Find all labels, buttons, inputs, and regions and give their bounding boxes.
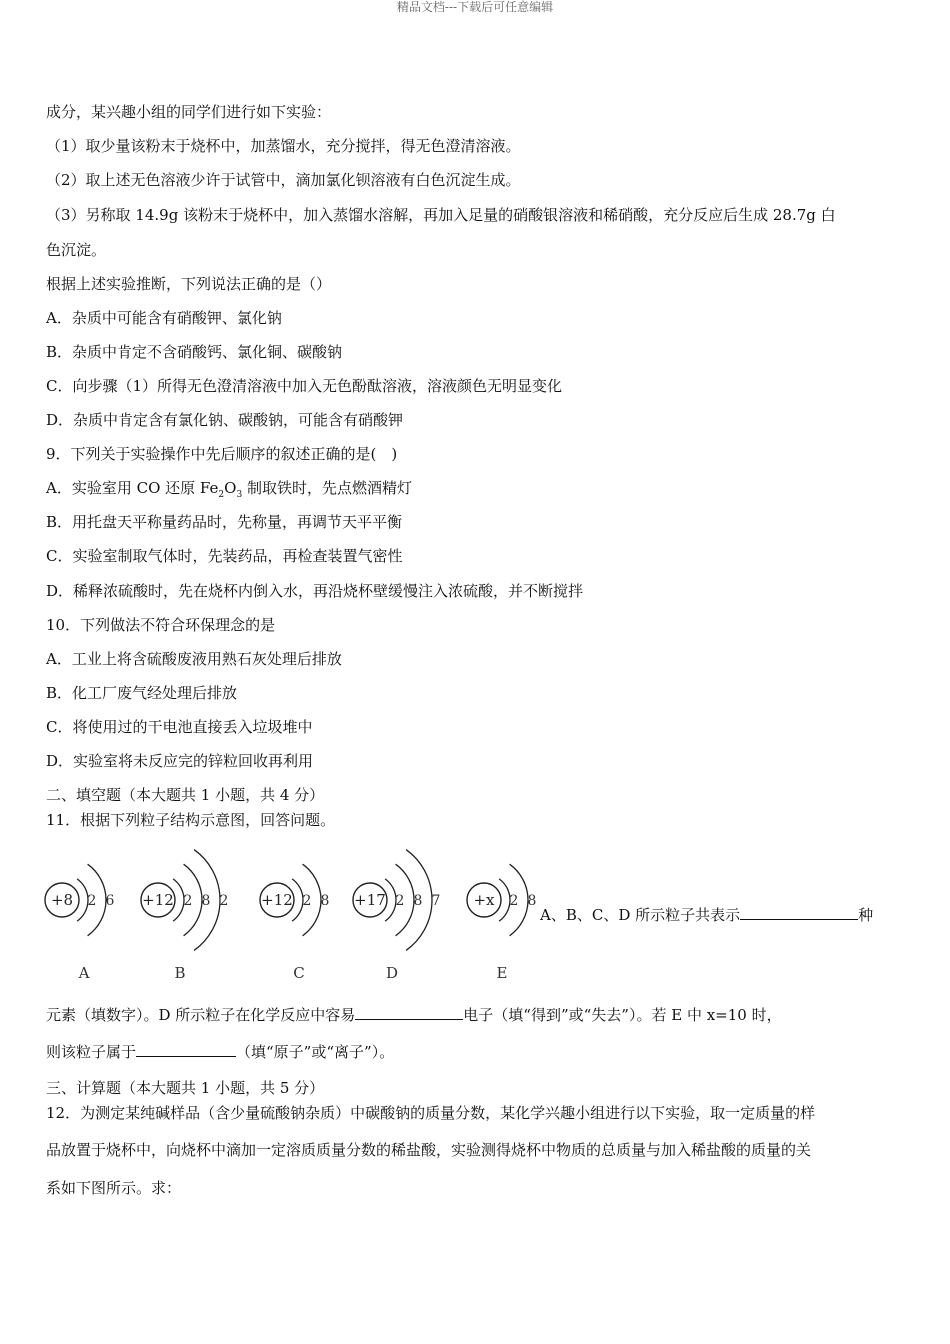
answer-blank-1[interactable]	[740, 905, 858, 920]
shell-electron-count: 2	[395, 893, 405, 909]
q9-option-a-pre: A．实验室用 CO 还原 Fe	[46, 479, 219, 497]
section2-heading: 二、填空题（本大题共 1 小题，共 4 分）	[46, 786, 325, 804]
q12-line1: 12．为测定某纯碱样品（含少量硫酸钠杂质）中碳酸钠的质量分数，某化学兴趣小组进行以下实验，取一定质量的样	[46, 1104, 816, 1122]
shell-electron-count: 7	[431, 893, 441, 909]
q8-option-a: A．杂质中可能含有硝酸钾、氯化钠	[46, 309, 282, 327]
q8-question: 根据上述实验推断，下列说法正确的是（）	[46, 275, 332, 293]
subscript: 3	[236, 490, 243, 500]
nucleus-charge: +8	[50, 891, 74, 909]
nucleus-charge: +12	[142, 891, 174, 909]
particle-structure-diagram	[40, 838, 540, 988]
q11-line3-text: 则该粒子属于	[46, 1043, 137, 1061]
q9-option-c: C．实验室制取气体时，先装药品，再检查装置气密性	[46, 547, 403, 565]
q8-step1: （1）取少量该粉末于烧杯中，加蒸馏水，充分搅拌，得无色澄清溶液。	[46, 137, 521, 155]
q9-stem: 9．下列关于实验操作中先后顺序的叙述正确的是( )	[46, 445, 398, 463]
q8-step3-cont: 色沉淀。	[46, 241, 107, 259]
q11-line2-text: 元素（填数字）。D 所示粒子在化学反应中容易	[46, 1006, 356, 1024]
shell-electron-count: 8	[320, 893, 330, 909]
q11-line1-tail: 种	[858, 906, 874, 924]
particle-A	[45, 864, 115, 982]
shell-electron-count: 6	[105, 893, 115, 909]
nucleus-charge: +12	[261, 891, 293, 909]
q9-option-a-post: 制取铁时，先点燃酒精灯	[242, 479, 412, 497]
shell-electron-count: 2	[87, 893, 97, 909]
answer-blank-3[interactable]	[136, 1042, 236, 1057]
q9-option-b: B．用托盘天平称量药品时，先称量，再调节天平平衡	[46, 513, 403, 531]
q9-option-d: D．稀释浓硫酸时，先在烧杯内倒入水，再沿烧杯壁缓慢注入浓硫酸，并不断搅拌	[46, 582, 584, 600]
q11-line2-tail: 电子（填“得到”或“失去”）。若 E 中 x=10 时，	[463, 1006, 782, 1024]
q11-line3	[46, 1042, 394, 1062]
particle-label: B	[174, 964, 186, 982]
q10-option-d: D．实验室将未反应完的锌粒回收再利用	[46, 752, 314, 770]
q11-line1-text: A、B、C、D 所示粒子共表示	[540, 906, 741, 924]
nucleus-charge: +17	[354, 891, 386, 909]
shell-electron-count: 2	[183, 893, 193, 909]
page-header: 精品文档---下载后可任意编辑	[396, 0, 554, 14]
particle-label: D	[385, 964, 399, 982]
particle-D	[353, 850, 440, 982]
q8-option-b: B．杂质中肯定不含硝酸钙、氯化铜、碳酸钠	[46, 343, 343, 361]
q8-intro: 成分，某兴趣小组的同学们进行如下实验：	[46, 103, 332, 121]
answer-blank-2[interactable]	[355, 1005, 463, 1020]
q9-option-a	[46, 478, 412, 505]
shell-electron-count: 8	[527, 893, 537, 909]
particle-label: A	[78, 964, 90, 982]
q10-stem: 10．下列做法不符合环保理念的是	[46, 616, 276, 634]
q11-line3-tail: （填“原子”或“离子”）。	[236, 1043, 395, 1061]
q9-option-a-mid: O	[224, 479, 237, 497]
shell-electron-count: 2	[302, 893, 312, 909]
shell-electron-count: 2	[219, 893, 229, 909]
shell-electron-count: 8	[201, 893, 211, 909]
q12-line2: 品放置于烧杯中，向烧杯中滴加一定溶质质量分数的稀盐酸，实验测得烧杯中物质的总质量与加入稀盐酸的质量的关	[46, 1141, 812, 1159]
particle-C	[260, 864, 329, 982]
nucleus-charge: +x	[473, 891, 495, 909]
q10-option-b: B．化工厂废气经处理后排放	[46, 684, 238, 702]
shell-electron-count: 8	[413, 893, 423, 909]
particle-label: C	[293, 964, 305, 982]
particle-label: E	[496, 964, 508, 982]
q10-option-a: A．工业上将含硫酸废液用熟石灰处理后排放	[46, 650, 342, 668]
q11-line2	[46, 1005, 782, 1025]
subscript: 2	[218, 490, 225, 500]
q12-line3: 系如下图所示。求：	[46, 1179, 182, 1197]
q8-step3: （3）另称取 14.9g 该粉末于烧杯中，加入蒸馏水溶解，再加入足量的硝酸银溶液和稀硝酸，充分反应后生成 28.7g 白	[46, 206, 836, 224]
q10-option-c: C．将使用过的干电池直接丢入垃圾堆中	[46, 718, 313, 736]
q8-option-c: C．向步骤（1）所得无色澄清溶液中加入无色酚酞溶液，溶液颜色无明显变化	[46, 377, 563, 395]
q11-line1	[540, 905, 873, 925]
shell-electron-count: 2	[509, 893, 519, 909]
section3-heading: 三、计算题（本大题共 1 小题，共 5 分）	[46, 1079, 325, 1097]
q8-option-d: D．杂质中肯定含有氯化钠、碳酸钠，可能含有硝酸钾	[46, 411, 404, 429]
particle-E	[467, 864, 536, 982]
particle-B	[141, 850, 228, 982]
q11-stem: 11．根据下列粒子结构示意图，回答问题。	[46, 811, 336, 829]
q8-step2: （2）取上述无色溶液少许于试管中，滴加氯化钡溶液有白色沉淀生成。	[46, 171, 521, 189]
